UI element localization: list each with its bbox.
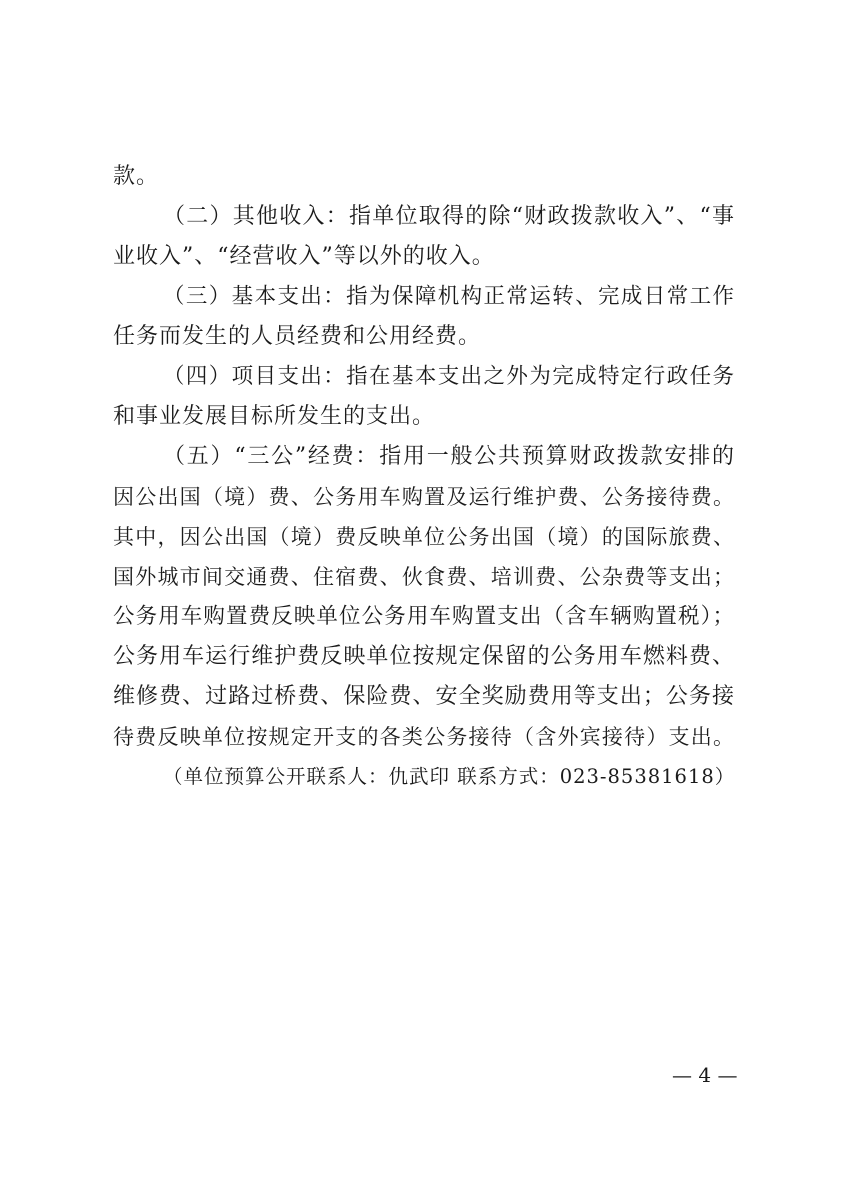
text-line: 公务用车购置费反映单位公务用车购置支出（含车辆购置税）； (113, 604, 735, 629)
text-line: （三）基本支出：指为保障机构正常运转、完成日常工作 (163, 284, 735, 309)
text-line: 国外城市间交通费、住宿费、伙食费、培训费、公杂费等支出； (113, 565, 735, 589)
contact-line: （单位预算公开联系人：仇武印 联系方式：023-85381618） (163, 765, 736, 788)
text-line: 和事业发展目标所发生的支出。 (113, 404, 436, 429)
page-number: — 4 — (672, 1063, 738, 1087)
text-line: 款。 (113, 164, 160, 189)
text-line: 公务用车运行维护费反映单位按规定保留的公务用车燃料费、 (113, 644, 735, 669)
text-line: 维修费、过路过桥费、保险费、安全奖励费用等支出；公务接 (113, 684, 735, 709)
text-line: 待费反映单位按规定开支的各类公务接待（含外宾接待）支出。 (113, 725, 735, 749)
text-line: 因公出国（境）费、公务用车购置及运行维护费、公务接待费。 (113, 485, 735, 509)
text-line: 任务而发生的人员经费和公用经费。 (113, 324, 482, 349)
text-line: 其中，因公出国（境）费反映单位公务出国（境）的国际旅费、 (113, 525, 735, 549)
text-line: （四）项目支出：指在基本支出之外为完成特定行政任务 (163, 364, 735, 389)
body-text (113, 157, 735, 797)
text-line: （五）“三公”经费：指用一般公共预算财政拨款安排的 (163, 444, 735, 469)
text-line: （二）其他收入：指单位取得的除“财政拨款收入”、“事 (163, 204, 735, 229)
text-line: 业收入”、“经营收入”等以外的收入。 (113, 244, 495, 269)
